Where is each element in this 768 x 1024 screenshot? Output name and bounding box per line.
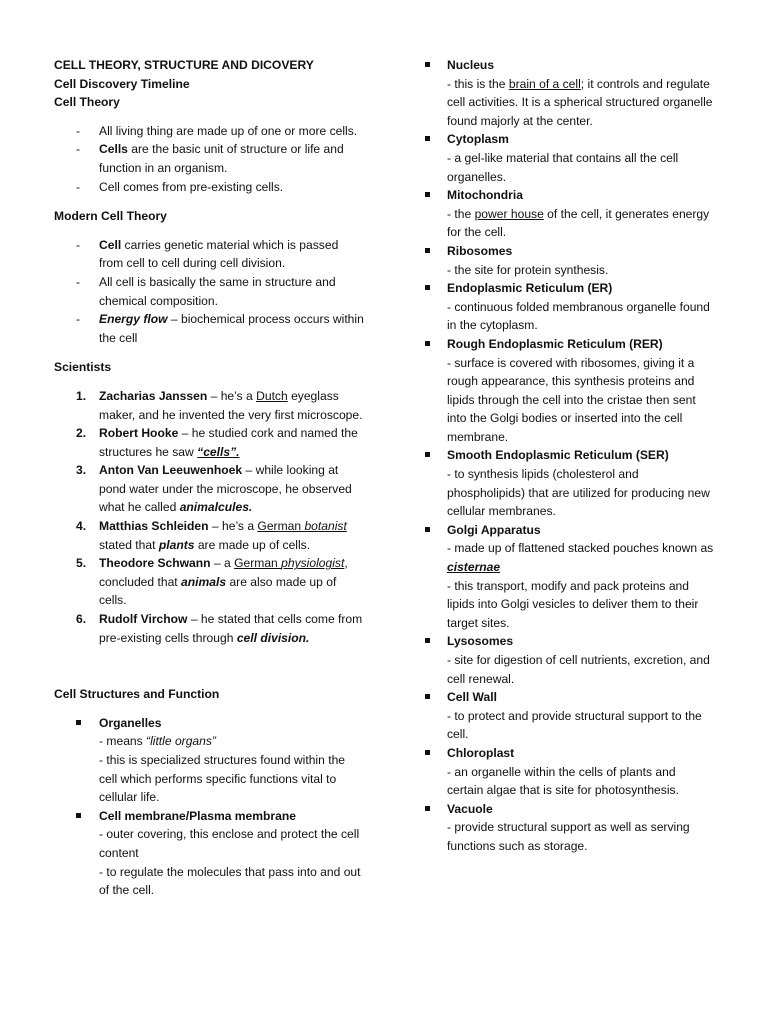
scientist-item: 2. Robert Hooke – he studied cork and named the structures he saw “cells”. <box>76 426 358 459</box>
bullet-square-icon <box>425 694 430 699</box>
list-item: Vacuole - provide structural support as well as serving functions such as storage. <box>425 800 715 856</box>
bullet-square-icon <box>425 806 430 811</box>
cell-structures-heading: Cell Structures and Function <box>54 687 220 702</box>
structures-list <box>54 714 364 900</box>
organelles-list <box>425 56 715 856</box>
list-item: Organelles - means “little organs” - this is specialized structures found within the cell which performs specific functions vital to cellular life. <box>54 714 364 807</box>
bullet-square-icon <box>425 750 430 755</box>
list-item: Lysosomes - site for digestion of cell nutrients, excretion, and cell renewal. <box>425 632 715 688</box>
scientist-item: 5. Theodore Schwann – a German physiologist, concluded that animals are also made up of cells. <box>76 556 348 608</box>
list-item: Nucleus - this is the brain of a cell; it controls and regulate cell activities. It is a spherical structured organelle found majorly at the center. <box>425 56 715 130</box>
list-item: Smooth Endoplasmic Reticulum (SER) - to synthesis lipids (cholesterol and phospholipids) that are utilized for producing new cellular membranes. <box>425 446 715 520</box>
scientists-heading: Scientists <box>54 360 112 375</box>
bullet-square-icon <box>425 62 430 67</box>
scientists-list <box>54 387 364 647</box>
list-item: - Cells are the basic unit of structure or life and function in an organism. <box>54 140 364 177</box>
bullet-square-icon <box>76 813 81 818</box>
list-item: - All cell is basically the same in structure and chemical composition. <box>54 273 364 310</box>
right-column <box>425 56 715 856</box>
bullet-square-icon <box>425 192 430 197</box>
bullet-square-icon <box>425 136 430 141</box>
list-item: - All living thing are made up of one or more cells. <box>54 122 364 141</box>
list-item: Ribosomes - the site for protein synthesis. <box>425 242 715 279</box>
list-item: - Cell carries genetic material which is passed from cell to cell during cell division. <box>54 236 364 273</box>
list-item: Chloroplast - an organelle within the cells of plants and certain algae that is site for photosynthesis. <box>425 744 715 800</box>
list-item: - Energy flow – biochemical process occurs within the cell <box>54 310 364 347</box>
list-item: - Cell comes from pre-existing cells. <box>54 178 364 197</box>
modern-cell-theory-heading: Modern Cell Theory <box>54 209 167 224</box>
scientist-item: 6. Rudolf Virchow – he stated that cells come from pre-existing cells through cell division. <box>76 612 363 645</box>
scientist-item: 4. Matthias Schleiden – he’s a German botanist stated that plants are made up of cells. <box>76 519 347 552</box>
bullet-square-icon <box>425 341 430 346</box>
bullet-square-icon <box>425 638 430 643</box>
list-item: Endoplasmic Reticulum (ER) - continuous folded membranous organelle found in the cytoplasm. <box>425 279 715 335</box>
list-item: Cytoplasm - a gel-like material that contains all the cell organelles. <box>425 130 715 186</box>
modern-theory-list <box>54 236 364 348</box>
list-item: Cell Wall - to protect and provide structural support to the cell. <box>425 688 715 744</box>
bullet-square-icon <box>425 248 430 253</box>
cell-theory-heading: Cell Theory <box>54 95 120 110</box>
timeline-heading: Cell Discovery Timeline <box>54 76 190 91</box>
cell-theory-list <box>54 122 364 196</box>
bullet-square-icon <box>76 720 81 725</box>
bullet-square-icon <box>425 527 430 532</box>
scientist-item: 1. Zacharias Janssen – he’s a Dutch eyeglass maker, and he invented the very first microscope. <box>76 388 363 422</box>
bullet-square-icon <box>425 285 430 290</box>
document-title: CELL THEORY, STRUCTURE AND DICOVERY <box>54 58 314 72</box>
list-item: Mitochondria - the power house of the cell, it generates energy for the cell. <box>425 186 715 242</box>
list-item: Golgi Apparatus - made up of flattened stacked pouches known as cisternae - this transport, modify and pack proteins and lipids into Golgi vesicles to deliver them to their target sites. <box>425 521 715 633</box>
bullet-square-icon <box>425 452 430 457</box>
scientist-item: 3. Anton Van Leeuwenhoek – while looking at pond water under the microscope, he observed what he called animalcules. <box>76 463 352 515</box>
list-item: Rough Endoplasmic Reticulum (RER) - surface is covered with ribosomes, giving it a rough appearance, this synthesis proteins and lipids through the cell into the cristae then sent into the Golgi bodies or inserted into the cell membrane. <box>425 335 715 447</box>
left-column <box>54 56 364 900</box>
list-item: Cell membrane/Plasma membrane - outer covering, this enclose and protect the cell content - to regulate the molecules that pass into and out of the cell. <box>54 807 364 900</box>
